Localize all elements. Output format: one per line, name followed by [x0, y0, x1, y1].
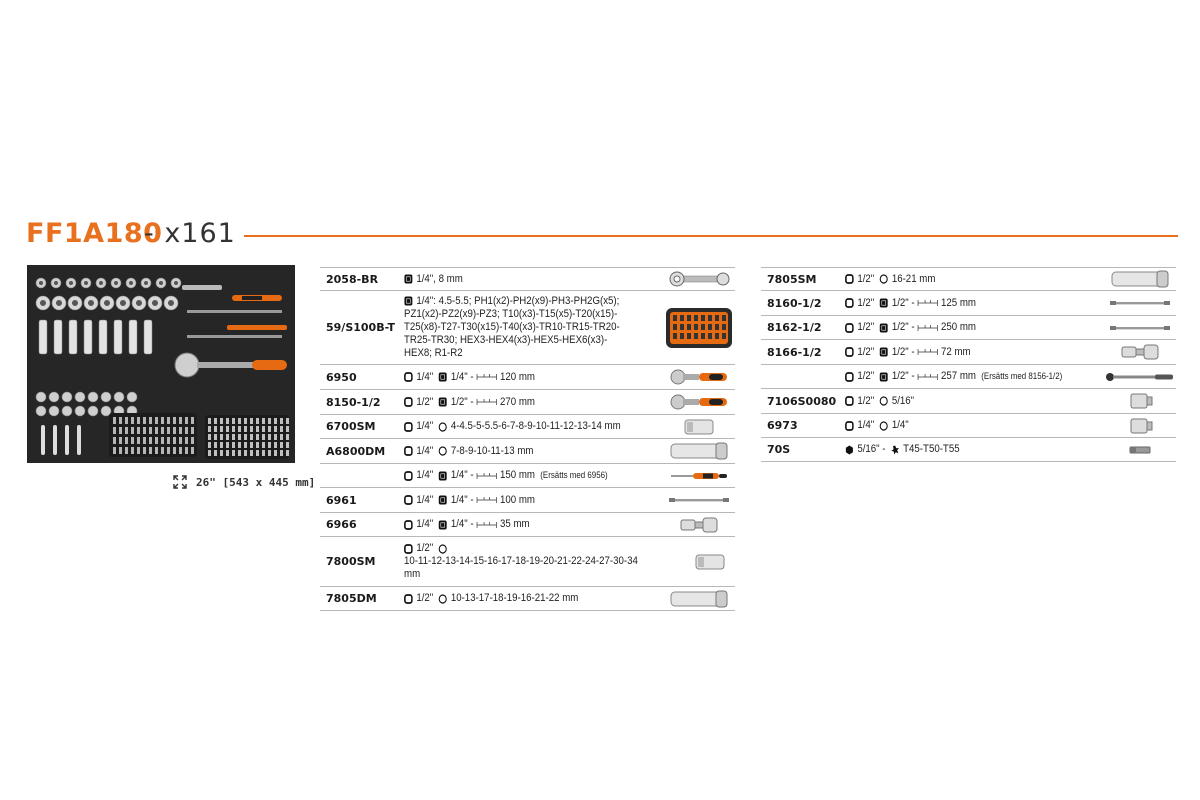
specification: [404, 420, 632, 433]
drive-size: 1/2": [857, 296, 875, 309]
extension-thumbnail: [663, 496, 735, 504]
part-number: A6800DM: [326, 444, 386, 458]
square-filled-icon: [879, 372, 888, 382]
square-filled-icon: [438, 397, 447, 407]
specification: [404, 469, 632, 482]
length-value: 35 mm: [500, 518, 530, 530]
size-range: 1/2" -: [891, 296, 915, 309]
part-number: 59/S100B-T: [326, 321, 396, 334]
part-number: 6961: [326, 493, 357, 507]
ratchet-ring-thumbnail: [663, 270, 735, 288]
table-row: [761, 291, 1176, 316]
square-outline-icon: [404, 397, 413, 407]
universal-joint-thumbnail: [1104, 342, 1176, 362]
table-row: [320, 439, 735, 464]
length-dimension-icon: [476, 495, 497, 505]
part-number: 8150-1/2: [326, 395, 381, 409]
circle-outline-icon: [879, 396, 888, 406]
square-outline-icon: [404, 372, 413, 382]
socket-deep-thumbnail: [1104, 268, 1176, 290]
ratchet-handle-thumbnail: [663, 393, 735, 411]
contents-table-right: [761, 267, 1176, 462]
circle-outline-icon: [438, 422, 447, 432]
table-row: [320, 291, 735, 365]
square-filled-icon: [879, 298, 888, 308]
specification: [404, 396, 632, 409]
drive-size: 1/2": [857, 321, 875, 333]
specification: [845, 321, 1073, 334]
header-rule: [244, 235, 1178, 237]
size-range: 1/2" -: [891, 370, 915, 382]
square-filled-icon: [404, 274, 413, 284]
drive-size: 1/2": [857, 394, 875, 407]
size-range: 7-8-9-10-11-13 mm: [450, 444, 534, 457]
size-range: 5/16": [891, 394, 915, 407]
drive-size: 5/16" -: [857, 443, 886, 455]
size-range: 1/4" -: [450, 469, 474, 481]
part-number: 8160-1/2: [767, 296, 822, 310]
specification: [404, 494, 632, 507]
length-dimension-icon: [476, 520, 497, 530]
socket-deep-thumbnail: [663, 440, 735, 462]
specification: [404, 295, 632, 360]
square-outline-icon: [404, 520, 413, 530]
table-row: [761, 438, 1176, 462]
square-filled-icon: [879, 347, 888, 357]
length-value: 250 mm: [941, 321, 977, 333]
drive-size: 1/2": [857, 345, 875, 358]
table-row: [761, 267, 1176, 291]
socket-deep-thumbnail: [663, 588, 735, 610]
specification: [404, 273, 632, 286]
drive-size: 1/2": [416, 395, 434, 408]
socket-short-thumbnail: [663, 417, 735, 437]
square-outline-icon: [404, 544, 413, 554]
part-number: 6973: [767, 419, 798, 432]
circle-outline-icon: [879, 421, 888, 431]
square-outline-icon: [404, 471, 413, 481]
size-range: 1/4" -: [450, 518, 474, 530]
length-dimension-icon: [476, 471, 497, 481]
size-range: 1/2" -: [450, 395, 474, 408]
size-range: 4-4.5-5-5.5-6-7-8-9-10-11-12-13-14 mm: [450, 420, 621, 432]
length-value: 120 mm: [500, 370, 536, 383]
length-dimension-icon: [917, 372, 938, 382]
specification: [845, 346, 1073, 359]
length-dimension-icon: [917, 323, 938, 333]
contents-table-left: [320, 267, 735, 611]
size-range: 1/4" -: [450, 370, 474, 383]
drive-size: 1/4": [857, 419, 875, 431]
square-outline-icon: [845, 323, 854, 333]
specification: [404, 445, 632, 458]
length-value: 72 mm: [941, 345, 971, 358]
length-dimension-icon: [476, 372, 497, 382]
length-value: 125 mm: [941, 296, 977, 309]
part-number: 70S: [767, 443, 791, 456]
bit-case-thumbnail: [663, 304, 735, 352]
screwdriver-thumbnail: [663, 470, 735, 482]
universal-joint-thumbnail: [663, 515, 735, 535]
table-row: [320, 537, 735, 587]
size-range: 1/4" -: [450, 493, 474, 506]
square-outline-icon: [404, 422, 413, 432]
circle-outline-icon: [438, 446, 447, 456]
length-value: 100 mm: [500, 493, 536, 506]
size-range: 10-13-17-18-19-16-21-22 mm: [450, 592, 579, 604]
table-row: [320, 488, 735, 513]
square-filled-icon: [404, 296, 413, 306]
square-filled-icon: [438, 372, 447, 382]
adapter-thumbnail: [1104, 416, 1176, 436]
tray-size-label: 26" [543 x 445 mm]: [196, 475, 316, 489]
table-row: [761, 340, 1176, 365]
drive-size: 1/4": [416, 370, 434, 383]
drive-size: 1/4": [416, 420, 434, 432]
socket-short-thumbnail: [674, 552, 746, 572]
table-row: [761, 389, 1176, 414]
specification: [404, 592, 632, 605]
table-row: [761, 414, 1176, 438]
size-range: 1/4": [891, 419, 909, 431]
breaker-bar-thumbnail: [1104, 370, 1176, 384]
drive-size: 1/4": [416, 469, 434, 481]
tool-tray-image: [27, 265, 295, 463]
square-outline-icon: [404, 495, 413, 505]
replacement-note: (Ersätts med 8156-1/2): [981, 371, 1063, 381]
drive-size: 1/2": [857, 272, 875, 285]
square-outline-icon: [404, 594, 413, 604]
specification: [845, 297, 1073, 310]
extension-thumbnail: [1104, 299, 1176, 307]
drive-size: 1/2": [416, 592, 434, 604]
table-row: [320, 365, 735, 390]
size-range: 1/2" -: [891, 345, 915, 358]
table-row: [320, 587, 735, 611]
tray-photo: [27, 265, 295, 463]
length-value: 270 mm: [500, 395, 536, 408]
torx-filled-icon: [891, 445, 900, 455]
table-row: [761, 365, 1176, 389]
drive-size: 1/4": [416, 444, 434, 457]
table-row: [320, 464, 735, 488]
drive-size: 1/2": [857, 370, 875, 382]
size-range: 16-21 mm: [891, 272, 936, 285]
expand-arrows-icon: [172, 474, 188, 490]
specification: [845, 370, 1073, 383]
bit-thumbnail: [1104, 444, 1176, 456]
square-outline-icon: [845, 347, 854, 357]
square-outline-icon: [845, 372, 854, 382]
table-row: [761, 316, 1176, 340]
circle-outline-icon: [879, 274, 888, 284]
drive-size: 1/2": [416, 542, 434, 554]
square-outline-icon: [404, 446, 413, 456]
size-range: T45-T50-T55: [903, 443, 960, 455]
specification: [845, 419, 1073, 432]
length-dimension-icon: [917, 298, 938, 308]
square-outline-icon: [845, 274, 854, 284]
specification: [845, 395, 1073, 408]
specification: [404, 542, 642, 581]
part-number: 7805SM: [767, 272, 817, 286]
spec-text: 1/4", 8 mm: [416, 272, 463, 285]
table-row: [320, 415, 735, 439]
part-number: 6966: [326, 518, 357, 531]
length-dimension-icon: [476, 397, 497, 407]
set-code: FF1A180: [26, 218, 163, 249]
part-number: 6950: [326, 370, 357, 384]
table-row: [320, 267, 735, 291]
circle-outline-icon: [438, 544, 447, 554]
length-value: 150 mm: [500, 469, 536, 481]
size-range: 10-11-12-13-14-15-16-17-18-19-20-21-22-24-27-30-34 mm: [404, 555, 638, 580]
size-range: 1/2" -: [891, 321, 915, 333]
part-number: 2058-BR: [326, 272, 379, 286]
table-row: [320, 513, 735, 537]
square-filled-icon: [438, 495, 447, 505]
square-outline-icon: [845, 298, 854, 308]
square-outline-icon: [845, 396, 854, 406]
part-number: 8162-1/2: [767, 321, 822, 334]
page-header: [26, 214, 1178, 254]
part-number: 8166-1/2: [767, 345, 822, 359]
square-filled-icon: [879, 323, 888, 333]
extension-thumbnail: [1104, 324, 1176, 332]
part-number: 7800SM: [326, 555, 376, 568]
length-dimension-icon: [917, 347, 938, 357]
length-value: 257 mm: [941, 370, 977, 382]
hex-filled-icon: [845, 445, 854, 455]
part-number: 7106S0080: [767, 394, 837, 408]
table-row: [320, 390, 735, 415]
specification: [404, 518, 632, 531]
replacement-note: (Ersätts med 6956): [540, 470, 608, 480]
circle-outline-icon: [438, 594, 447, 604]
specification: [404, 371, 632, 384]
tray-size: [172, 474, 315, 490]
adapter-thumbnail: [1104, 391, 1176, 411]
square-filled-icon: [438, 520, 447, 530]
specification: [845, 443, 1073, 456]
spec-text: 1/4": 4.5-5.5; PH1(x2)-PH2(x9)-PH3-PH2G(x5); PZ1(x2)-PZ2(x9)-PZ3; T10(x3)-T15(x5)-T20(x15)-T25(x8)-T27-T30(x15)-T40(x3)-TR10-TR15-TR20-TR25-TR30; HEX3-HEX4(x3)-HEX5-HEX6(x3)-HEX8; R1-R2: [404, 295, 620, 359]
ratchet-handle-thumbnail: [663, 368, 735, 386]
set-quantity: - x161: [144, 218, 236, 249]
drive-size: 1/4": [416, 518, 434, 530]
square-filled-icon: [438, 471, 447, 481]
part-number: 7805DM: [326, 592, 377, 605]
drive-size: 1/4": [416, 493, 434, 506]
square-outline-icon: [845, 421, 854, 431]
specification: [845, 273, 1073, 286]
part-number: 6700SM: [326, 420, 376, 433]
